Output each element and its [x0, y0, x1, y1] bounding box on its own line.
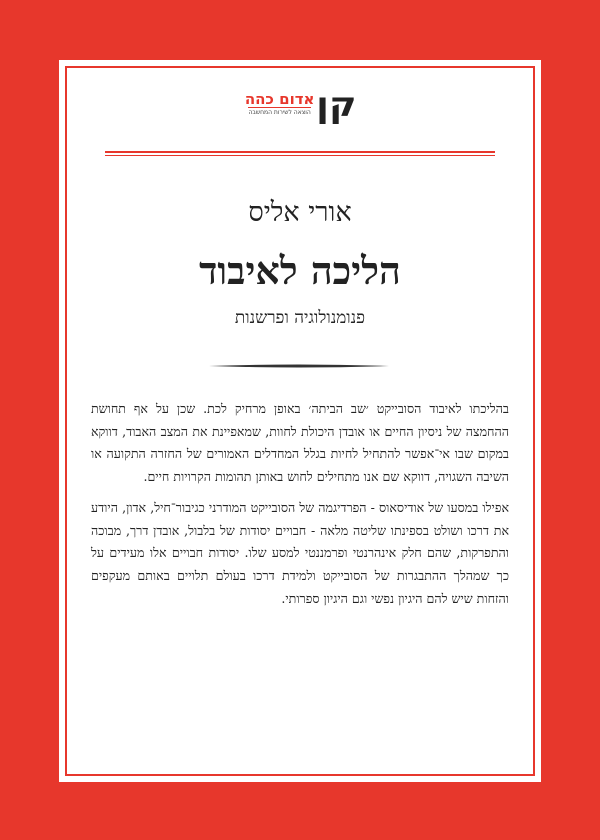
blurb-text: [91, 398, 509, 618]
header-rule: [105, 151, 495, 153]
publisher-logo: [59, 85, 541, 128]
header-rule-thin: [105, 155, 495, 156]
book-title: הליכה לאיבוד: [199, 248, 401, 293]
logo-text: [245, 91, 315, 117]
logo-name: אדום כהה: [244, 90, 315, 108]
book-cover: [59, 60, 541, 782]
logo-mark: קן: [316, 85, 358, 125]
book-subtitle: פנומנולוגיה ופרשנות: [234, 308, 366, 328]
logo-tagline: הוצאה לשירות המחשבה: [248, 109, 311, 116]
author-name: אורי אליס: [248, 197, 352, 228]
ornament-divider: [209, 364, 389, 368]
blurb-paragraph-2: אפילו במסעו של אודיסאוס - הפרדיגמה של הסובייקט המודרני כגיבור־חיל, אדון, היודע את דרכו ושולט בספינתו שליטה מלאה - חבויים יסודות של בלבול, אובדן דרך, מבוכה והתפרקות, שהם חלק אינהרנטי ופרמננטי למסע שלו. יסודות חבויים אלו מעידים על כך שמהלך ההתבגרות של הסובייקט ולמידת דרכו בעולם תלויים באותם מעקפים והזחות שיש להם היגיון נפשי וגם היגיון ספרותי.: [91, 499, 509, 606]
blurb-paragraph-1: בהליכתו לאיבוד הסובייקט ׳שב הביתה׳ באופן מרחיק לכת. שכן על אף תחושת ההחמצה של ניסיון החיים או אובדן היכולת לחוות, שמאפיינת את המצב האבוד, דווקא במקום שבו אי־אפשר להתחיל לחיות בגלל המחדלים האמורים של החזרה התקועה או השיבה השגויה, דווקא שם אנו מתחילים לחוש באותן תהומות הקרויות חיים.: [91, 401, 509, 485]
